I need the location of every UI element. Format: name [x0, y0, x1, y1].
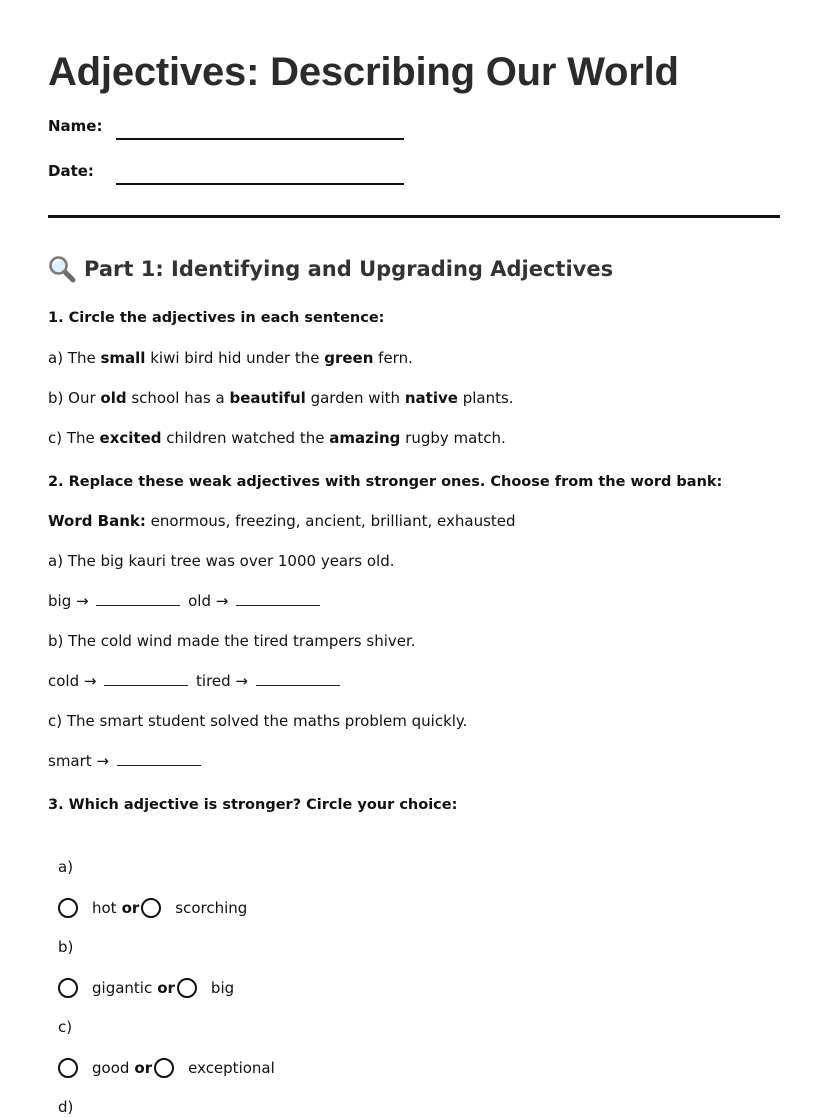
- choice-letter: a): [58, 858, 74, 876]
- adjective-word[interactable]: excited: [99, 429, 162, 447]
- sentence-2c: c) The smart student solved the maths problem quickly.: [48, 712, 468, 730]
- part-1-heading: [48, 254, 780, 284]
- word-bank-words: enormous, freezing, ancient, brilliant, exhausted: [145, 512, 516, 530]
- answer-blank[interactable]: [96, 591, 180, 606]
- date-field-row: [48, 157, 780, 181]
- option-right-label: exceptional: [188, 1059, 275, 1077]
- date-label: Date:: [48, 162, 94, 180]
- answer-blank[interactable]: [256, 671, 340, 686]
- answer-blank[interactable]: [117, 751, 201, 766]
- sentence-1b: b) Our old school has a beautiful garden with native plants.: [48, 389, 514, 407]
- radio-option-left[interactable]: [58, 978, 78, 998]
- magnifying-glass-icon: [48, 255, 76, 283]
- adjective-word[interactable]: small: [100, 349, 146, 367]
- date-field[interactable]: [116, 183, 404, 185]
- replace-row-2b: cold → tired →: [48, 671, 780, 691]
- radio-option-left[interactable]: [58, 1058, 78, 1078]
- choice-list: [48, 857, 780, 1117]
- choice-letter: d): [58, 1098, 74, 1116]
- radio-option-left[interactable]: [58, 898, 78, 918]
- answer-blank[interactable]: [236, 591, 320, 606]
- adjective-word[interactable]: native: [404, 389, 458, 407]
- adjective-word[interactable]: green: [324, 349, 374, 367]
- option-left-label: hot: [92, 899, 117, 917]
- adjective-word[interactable]: amazing: [329, 429, 401, 447]
- choice-row-b: [58, 975, 780, 1001]
- adjective-word[interactable]: old: [100, 389, 127, 407]
- sentence-1a: a) The small kiwi bird hid under the green fern.: [48, 349, 413, 367]
- or-label: or: [134, 1059, 153, 1077]
- choice-row-a: [58, 895, 780, 921]
- radio-option-right[interactable]: [141, 898, 161, 918]
- sentence-1c: c) The excited children watched the amazing rugby match.: [48, 429, 506, 447]
- option-right-label: scorching: [175, 899, 248, 917]
- answer-blank[interactable]: [104, 671, 188, 686]
- section-divider: [48, 215, 780, 218]
- name-field-row: [48, 112, 780, 136]
- radio-option-right[interactable]: [154, 1058, 174, 1078]
- choice-row-c: [58, 1055, 780, 1081]
- name-label: Name:: [48, 117, 103, 135]
- replace-row-2c: smart →: [48, 751, 780, 771]
- option-left-label: gigantic: [92, 979, 153, 997]
- replace-row-2a: big → old →: [48, 591, 780, 611]
- word-bank-label: Word Bank:: [48, 512, 146, 530]
- part-1-title: Part 1: Identifying and Upgrading Adjectives: [84, 257, 614, 281]
- question-2-prompt: 2. Replace these weak adjectives with stronger ones. Choose from the word bank:: [48, 474, 723, 490]
- page-title: Adjectives: Describing Our World: [48, 50, 679, 94]
- radio-option-right[interactable]: [177, 978, 197, 998]
- or-label: or: [121, 899, 140, 917]
- or-label: or: [157, 979, 175, 997]
- name-field[interactable]: [116, 138, 404, 140]
- choice-letter: b): [58, 938, 74, 956]
- adjective-word[interactable]: beautiful: [229, 389, 306, 407]
- sentence-2a: a) The big kauri tree was over 1000 years old.: [48, 552, 395, 570]
- word-bank: [48, 511, 780, 531]
- choice-letter: c): [58, 1018, 73, 1036]
- sentence-2b: b) The cold wind made the tired trampers shiver.: [48, 632, 416, 650]
- question-1-prompt: 1. Circle the adjectives in each sentence:: [48, 310, 385, 326]
- option-left-label: good: [92, 1059, 130, 1077]
- option-right-label: big: [210, 979, 235, 997]
- question-3-prompt: 3. Which adjective is stronger? Circle your choice:: [48, 797, 458, 813]
